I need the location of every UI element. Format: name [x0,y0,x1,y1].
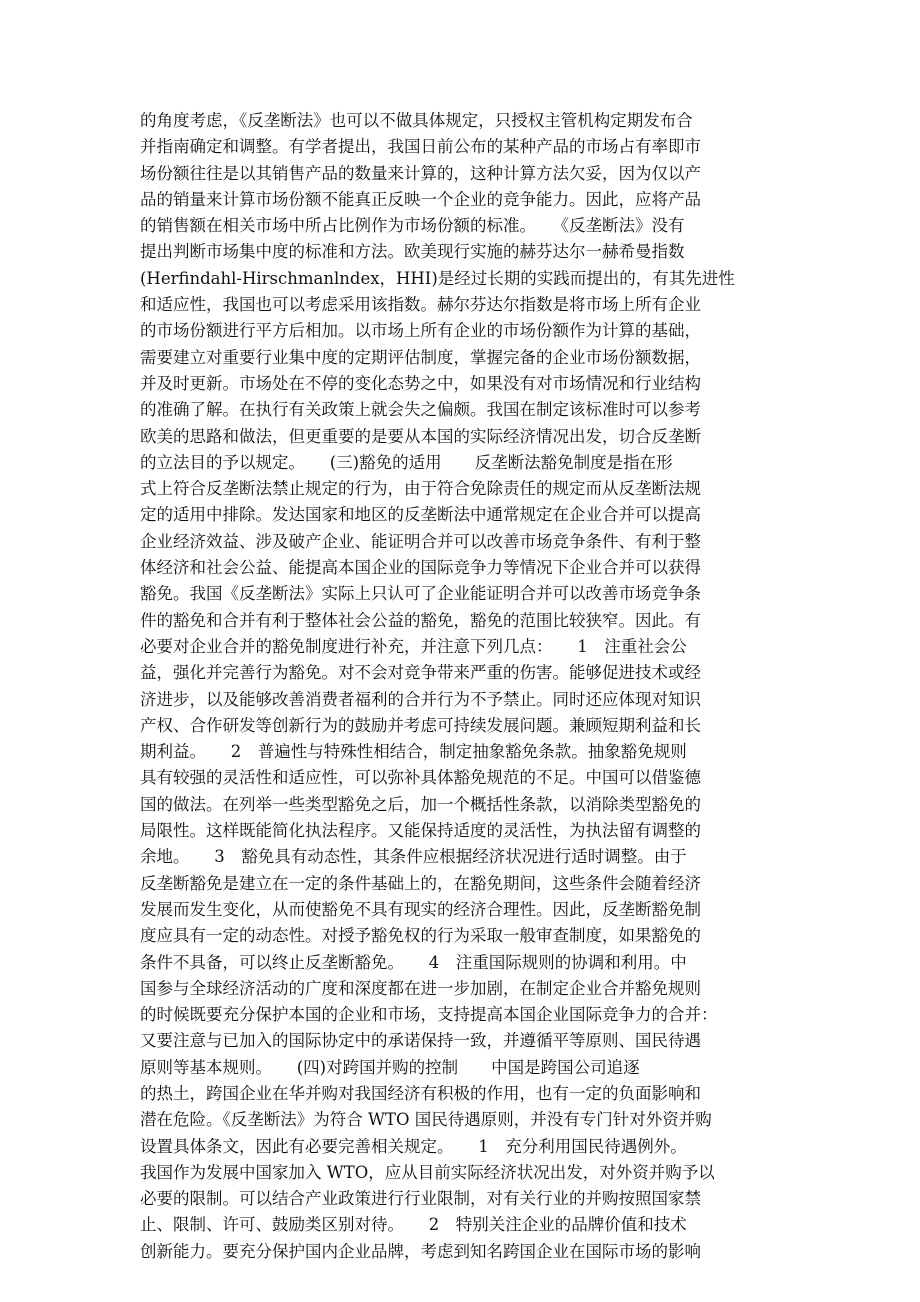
text-line: 度应具有一定的动态性。对授予豁免权的行为采取一般审查制度，如果豁免的 [140,926,701,946]
text-line: 潜在危险。《反垄断法》为符合 WTO 国民待遇原则，并没有专门针对外资并购 [140,1110,712,1130]
text-line: 济进步，以及能够改善消费者福利的合并行为不予禁止。同时还应体现对知识 [140,689,701,709]
text-line: 我国作为发展中国家加入 WTO，应从目前实际经济状况出发，对外资并购予以 [140,1162,715,1182]
text-line: 设置具体条文，因此有必要完善相关规定。 1 充分利用国民待遇例外。 [140,1136,687,1156]
text-line: 期利益。 2 普遍性与特殊性相结合，制定抽象豁免条款。抽象豁免规则 [140,742,687,762]
text-line: 国参与全球经济活动的广度和深度都在进一步加剧，在制定企业合并豁免规则 [140,978,701,998]
text-line: 必要的限制。可以结合产业政策进行行业限制，对有关行业的并购按照国家禁 [140,1189,701,1209]
document-body [140,108,780,1265]
text-line: 局限性。这样既能简化执法程序。又能保持适度的灵活性，为执法留有调整的 [140,821,701,841]
text-line: 式上符合反垄断法禁止规定的行为，由于符合免除责任的规定而从反垄断法规 [140,479,701,499]
text-line: 创新能力。要充分保护国内企业品牌，考虑到知名跨国企业在国际市场的影响 [140,1241,701,1261]
text-line: 国的做法。在列举一些类型豁免之后，加一个概括性条款，以消除类型豁免的 [140,794,701,814]
text-line: 提出判断市场集中度的标准和方法。欧美现行实施的赫芬达尔一赫希曼指数 [140,242,685,262]
text-line: 并及时更新。市场处在不停的变化态势之中，如果没有对市场情况和行业结构 [140,373,701,393]
text-line: 止、限制、许可、鼓励类区别对待。 2 特别关注企业的品牌价值和技术 [140,1215,687,1235]
text-line: 和适应性，我国也可以考虑采用该指数。赫尔芬达尔指数是将市场上所有企业 [140,295,701,315]
text-line: 的销售额在相关市场中所占比例作为市场份额的标准。 《反垄断法》没有 [140,216,685,236]
text-line: 的市场份额进行平方后相加。以市场上所有企业的市场份额作为计算的基础， [140,321,701,341]
text-line: 企业经济效益、涉及破产企业、能证明合并可以改善市场竞争条件、有利于整 [140,531,701,551]
text-line: 件的豁免和合并有利于整体社会公益的豁免，豁免的范围比较狭窄。因此。有 [140,610,701,630]
text-line: 的角度考虑，《反垄断法》也可以不做具体规定，只授权主管机构定期发布合 [140,111,693,130]
text-line: 又要注意与已加入的国际协定中的承诺保持一致，并遵循平等原则、国民待遇 [140,1031,701,1051]
text-line: 反垄断豁免是建立在一定的条件基础上的，在豁免期间，这些条件会随着经济 [140,873,701,893]
text-line: 具有较强的灵活性和适应性，可以弥补具体豁免规范的不足。中国可以借鉴德 [140,768,701,788]
text-line: 定的适用中排除。发达国家和地区的反垄断法中通常规定在企业合并可以提高 [140,505,701,525]
text-line: 需要建立对重要行业集中度的定期评估制度，掌握完备的企业市场份额数据， [140,347,701,367]
text-line: 条件不具备，可以终止反垄断豁免。 4 注重国际规则的协调和利用。中 [140,952,687,972]
text-line: 产权、合作研发等创新行为的鼓励并考虑可持续发展问题。兼顾短期利益和长 [140,715,701,735]
text-line: 的时候既要充分保护本国的企业和市场，支持提高本国企业国际竞争力的合并： [140,1005,718,1025]
text-line: 的立法目的予以规定。 (三)豁免的适用 反垄断法豁免制度是指在形 [140,452,673,472]
text-line: (Herfindahl-Hirschmanlndex，HHI)是经过长期的实践而提出的，有其先进性 [140,268,735,288]
text-line: 的热土，跨国企业在华并购对我国经济有积极的作用，也有一定的负面影响和 [140,1083,701,1103]
text-line: 品的销量来计算市场份额不能真正反映一个企业的竞争能力。因此，应将产品 [140,189,701,209]
text-line: 豁免。我国《反垄断法》实际上只认可了企业能证明合并可以改善市场竞争条 [140,584,701,604]
text-line: 必要对企业合并的豁免制度进行补充，并注意下列几点： 1 注重社会公 [140,636,687,656]
text-line: 余地。 3 豁免具有动态性，其条件应根据经济状况进行适时调整。由于 [140,847,687,867]
text-line: 益，强化并完善行为豁免。对不会对竞争带来严重的伤害。能够促进技术或经 [140,663,701,683]
text-line: 原则等基本规则。 (四)对跨国并购的控制 中国是跨国公司追逐 [140,1057,640,1077]
text-line: 并指南确定和调整。有学者提出，我国日前公布的某种产品的市场占有率即市 [140,137,701,157]
text-line: 欧美的思路和做法，但更重要的是要从本国的实际经济情况出发，切合反垄断 [140,426,701,446]
text-line: 的准确了解。在执行有关政策上就会失之偏颇。我国在制定该标准时可以参考 [140,400,701,420]
text-line: 场份额往往是以其销售产品的数量来计算的，这种计算方法欠妥，因为仅以产 [140,163,701,183]
text-line: 发展而发生变化，从而使豁免不具有现实的经济合理性。因此，反垄断豁免制 [140,899,701,919]
text-line: 体经济和社会公益、能提高本国企业的国际竞争力等情况下企业合并可以获得 [140,558,701,578]
